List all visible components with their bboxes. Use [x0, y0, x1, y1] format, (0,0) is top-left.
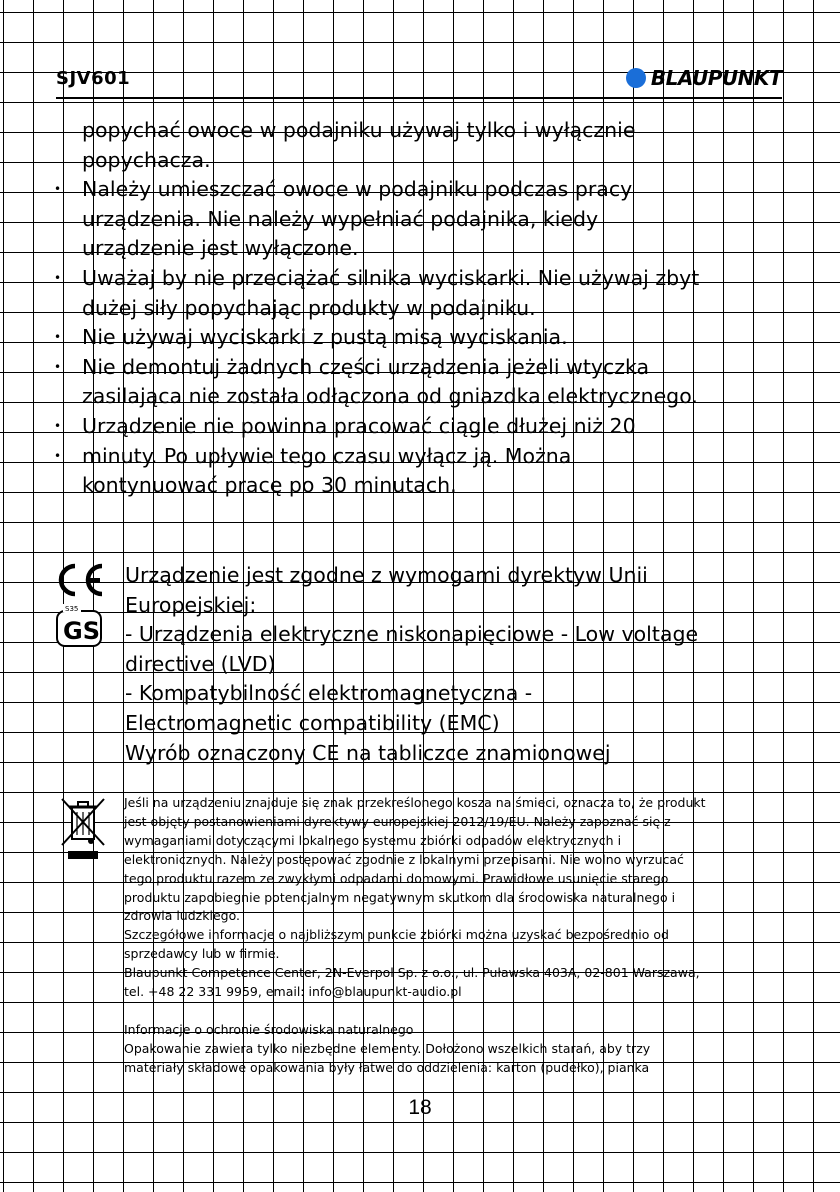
- weee-line: Jeśli na urządzeniu znajduje się znak przekreślonego kosza na śmieci, oznacza to, że produkt: [124, 795, 706, 810]
- page-number: 18: [408, 1096, 432, 1119]
- weee-line: materiały składowe opakowania były łatwe do oddzielenia: karton (pudełko), pianka: [124, 1059, 650, 1075]
- ce-mark-icon: [54, 563, 106, 597]
- weee-line: tel. +48 22 331 9959, email: info@blaupunkt-audio.pl: [124, 984, 462, 1000]
- bullet-line: • minuty. Po upływie tego czasu wyłącz ją. Można: [52, 442, 792, 472]
- weee-line: produktu zapobiegnie potencjalnym negatywnym skutkom dla środowiska naturalnego i: [124, 889, 676, 905]
- svg-text:S35: S35: [65, 605, 79, 613]
- weee-line: zdrowia ludzkiego.: [124, 908, 240, 924]
- weee-line: wymaganiami dotyczącymi lokalnego systemu zbiórki odpadów elektrycznych i: [124, 832, 622, 848]
- weee-line: Informacje o ochronie środowiska naturalnego: [124, 1021, 414, 1037]
- weee-blank-line: [124, 1002, 794, 1021]
- weee-line: jest objęty postanowieniami dyrektywy europejskiej 2012/19/EU. Należy zapoznać się z: [124, 813, 671, 829]
- weee-line: Szczegółowe informacje o najbliższym punkcie zbiórki można uzyskać bezpośrednio od: [124, 927, 669, 943]
- compliance-line: Wyrób oznaczony CE na tabliczce znamionowej: [125, 740, 611, 765]
- bullet-line: dużej siły popychając produkty w podajniku.: [82, 295, 536, 320]
- weee-disposal-text: [124, 794, 794, 1078]
- compliance-line: Europejskiej:: [125, 592, 257, 617]
- brand-logo: [626, 66, 782, 90]
- bullet-line: urządzenie jest wyłączone.: [82, 236, 359, 261]
- bullet-line: • Nie używaj wyciskarki z pustą misą wyciskania.: [52, 323, 792, 353]
- brand-dot-icon: [626, 68, 646, 88]
- bullet-line: popychacza.: [82, 147, 211, 172]
- weee-line: tego produktu razem ze zwykłymi odpadami domowymi. Prawidłowe usunięcie starego: [124, 870, 669, 886]
- bullet-line: • Uważaj by nie przeciążać silnika wyciskarki. Nie używaj zbyt: [52, 264, 792, 294]
- header-divider: [56, 97, 782, 99]
- weee-line: Opakowanie zawiera tylko niezbędne elementy. Dołożono wszelkich starań, aby trzy: [124, 1040, 651, 1056]
- bullet-line: urządzenia. Nie należy wypełniać podajnika, kiedy: [82, 206, 599, 231]
- compliance-line: Electromagnetic compatibility (EMC): [125, 710, 500, 735]
- gs-mark-icon: [56, 603, 102, 647]
- bullet-line: kontynuować pracę po 30 minutach.: [82, 473, 457, 498]
- crossed-bin-icon: [58, 797, 108, 861]
- bullet-line: popychać owoce w podajniku używaj tylko i wyłącznie: [82, 118, 636, 142]
- bullet-line: • Urządzenie nie powinna pracować ciągle dłużej niż 20: [52, 412, 792, 442]
- bullet-line: • Należy umieszczać owoce w podajniku podczas pracy: [52, 175, 792, 205]
- compliance-text: [125, 561, 805, 768]
- weee-line: Blaupunkt Competence Center, 2N-Everpol Sp. z o.o., ul. Puławska 403A, 02-801 Warszawa,: [124, 965, 700, 981]
- brand-name: BLAUPUNKT: [650, 66, 782, 90]
- model-number: SJV601: [56, 68, 131, 89]
- page-header: [56, 64, 782, 94]
- bullet-line: zasilająca nie została odłączona od gniazdka elektrycznego.: [82, 384, 698, 409]
- compliance-line: - Kompatybilność elektromagnetyczna -: [125, 681, 533, 706]
- safety-bullet-list: [52, 116, 792, 501]
- weee-line: sprzedawcy lub w firmie.: [124, 946, 280, 962]
- weee-line: elektronicznych. Należy postępować zgodnie z lokalnymi przepisami. Nie wolno wyrzucać: [124, 851, 684, 867]
- bullet-line: • Nie demontuj żadnych części urządzenia jeżeli wtyczka: [52, 353, 792, 383]
- compliance-line: Urządzenie jest zgodne z wymogami dyrektyw Unii: [125, 563, 648, 587]
- compliance-line: - Urządzenia elektryczne niskonapięciowe - Low voltage: [125, 622, 699, 647]
- compliance-line: directive (LVD): [125, 651, 276, 676]
- svg-text:GS: GS: [63, 617, 100, 645]
